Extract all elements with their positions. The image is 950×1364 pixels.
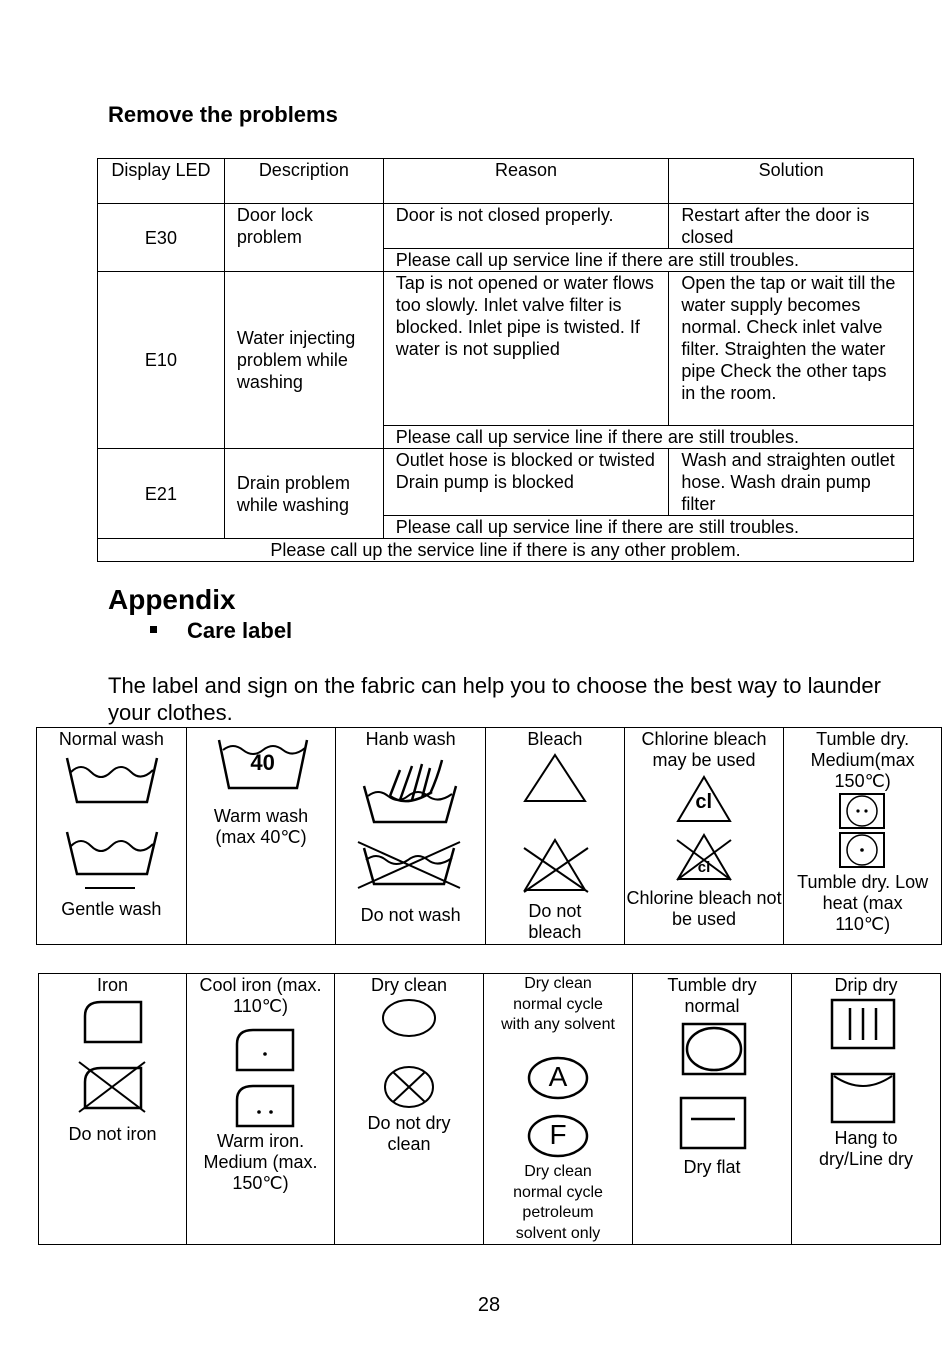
hand-wash-label: Hanb wash [365,729,456,749]
do-not-wash-icon [356,840,462,890]
service-note: Please call up service line if there are still troubles. [383,249,913,272]
troubleshooting-table [97,158,914,562]
appendix-title: Appendix [108,584,236,615]
error-description: Water injecting problem while washing [224,272,383,449]
care-cell-chlorine-bleach [625,728,785,944]
drip-dry-icon [830,998,896,1050]
do-not-dry-clean-icon [381,1064,437,1110]
do-not-bleach-label: Do not bleach [528,901,582,942]
tumble-normal-icon [681,1022,747,1076]
table-footer-row [98,539,914,562]
chlorine-not-icon [673,832,735,882]
table-row [98,272,914,426]
care-cell-bleach [486,728,625,944]
svg-text:cl: cl [697,859,710,876]
service-note: Please call up service line if there are still troubles. [383,426,913,449]
dry-clean-any-label: Dry clean normal cycle with any solvent [501,975,615,1033]
page-number: 28 [477,1294,501,1316]
intro-paragraph: The label and sign on the fabric can help you to choose the best way to launder your clothes. [108,673,881,725]
gentle-wash-label: Gentle wash [61,899,162,919]
care-cell-dry-clean [335,974,484,1244]
error-code: E30 [98,204,225,272]
error-description: Door lock problem [224,204,383,272]
care-cell-hand-wash [336,728,486,944]
table-row [98,449,914,516]
bullet-square-icon [150,626,157,633]
solvent-f-letter: F [549,1119,567,1150]
cool-iron-icon [231,1026,297,1072]
wash-temperature: 40 [250,750,275,775]
do-not-wash-label: Do not wash [360,905,461,925]
care-cell-drip-dry [792,974,940,1244]
error-code: E10 [98,272,225,449]
line-dry-icon [830,1072,896,1124]
section-title: Remove the problems [108,102,338,127]
care-cell-dry-clean-solvent [484,974,633,1244]
cool-iron-label: Cool iron (max. 110℃) [199,975,322,1016]
tumble-medium-label: Tumble dry. Medium(max 150℃) [810,729,915,791]
care-cell-cool-iron [187,974,335,1244]
care-label-grid-2 [38,973,941,1245]
dry-clean-petroleum-label: Dry clean normal cycle petroleum solvent only [513,1163,603,1242]
do-not-iron-icon [77,1058,147,1114]
wash-tub-icon [63,754,161,806]
warm-iron-icon [231,1082,297,1128]
warm-iron-label: Warm iron. Medium (max. 150℃) [203,1131,318,1193]
drip-dry-label: Drip dry [834,975,898,995]
care-label-grid-1 [36,727,942,945]
chlorine-bleach-label: Chlorine bleach may be used [641,729,767,770]
iron-icon [79,998,145,1044]
care-label-heading: Care label [187,618,293,643]
service-note: Please call up service line if there are still troubles. [383,516,913,539]
error-solution: Wash and straighten outlet hose. Wash drain pump filter [669,449,914,516]
iron-label: Iron [96,975,129,995]
header-reason: Reason [383,159,669,204]
chlorine-symbol: cl [695,791,713,813]
table-header-row [98,159,914,204]
gentle-wash-icon [63,828,161,890]
header-display-led: Display LED [98,159,225,204]
header-solution: Solution [669,159,914,204]
do-not-iron-label: Do not iron [68,1124,157,1144]
tumble-low-label: Tumble dry. Low heat (max 110℃) [797,872,929,934]
tumble-normal-label: Tumble dry normal [667,975,757,1016]
do-not-dry-clean-label: Do not dry clean [367,1113,451,1154]
table-row [98,204,914,249]
error-reason: Door is not closed properly. [383,204,669,249]
care-cell-tumble-normal [633,974,792,1244]
tumble-low-icon [839,832,885,868]
hang-dry-label: Hang to dry/Line dry [818,1128,914,1169]
error-solution: Restart after the door is closed [669,204,914,249]
normal-wash-label: Normal wash [58,729,164,749]
error-reason: Tap is not opened or water flows too slowly. Inlet valve filter is blocked. Inlet pipe is twisted. If water is not supplied [383,272,669,426]
error-code: E21 [98,449,225,539]
chlorine-not-label: Chlorine bleach not be used [626,888,782,929]
header-description: Description [224,159,383,204]
care-cell-tumble-dry [784,728,941,944]
tumble-medium-icon [839,793,885,829]
error-description: Drain problem while washing [224,449,383,539]
do-not-bleach-icon [518,834,592,896]
table-footer-note: Please call up the service line if there is any other problem. [98,539,914,562]
hand-wash-icon [360,756,460,826]
care-cell-warm-wash [187,728,337,944]
dry-flat-label: Dry flat [683,1157,741,1177]
care-label-bullet [150,618,292,644]
dry-clean-circle-icon [381,998,437,1038]
care-cell-iron [39,974,187,1244]
solvent-a-letter: A [548,1061,568,1092]
bleach-label: Bleach [527,729,583,749]
error-reason: Outlet hose is blocked or twisted Drain pump is blocked [383,449,669,516]
error-solution: Open the tap or wait till the water supply becomes normal. Check inlet valve filter. Straighten the water pipe Check the other taps in the room. [669,272,914,426]
dry-clean-label: Dry clean [370,975,448,995]
care-cell-normal-wash [37,728,187,944]
bleach-triangle-icon [522,752,588,804]
dry-flat-icon [679,1096,747,1150]
warm-wash-label: Warm wash (max 40℃) [213,806,309,847]
